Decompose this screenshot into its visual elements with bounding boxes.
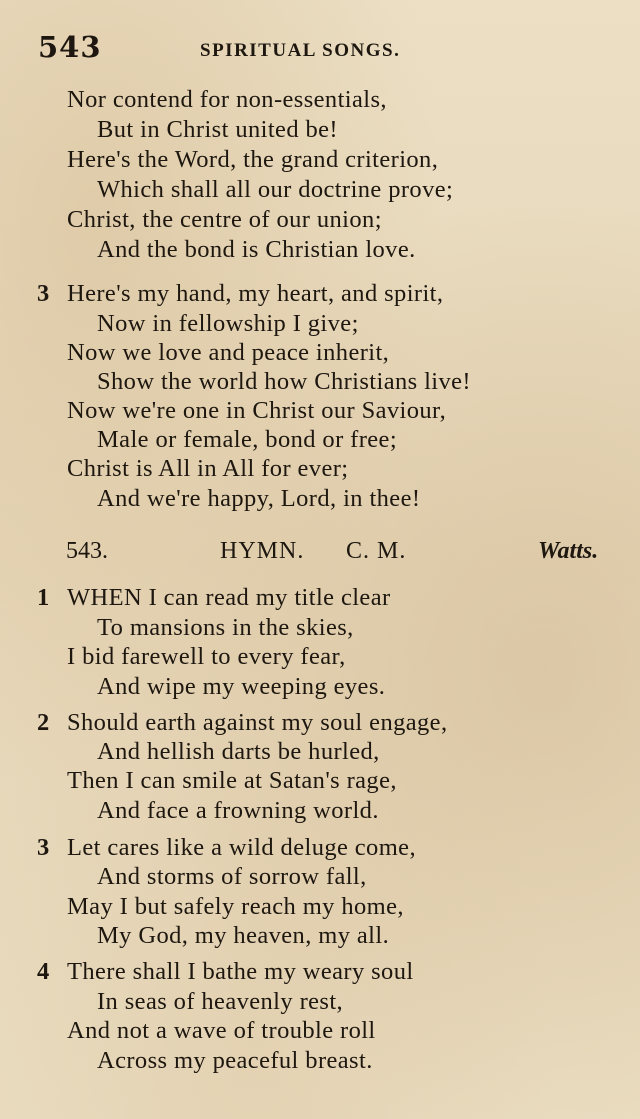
verse-line: But in Christ united be!	[97, 116, 338, 143]
verse-line: Now we love and peace inherit,	[67, 339, 390, 366]
verse-line: I bid farewell to every fear,	[67, 643, 346, 670]
hymn-number: 543.	[66, 538, 108, 564]
verse-line: Which shall all our doctrine prove;	[97, 176, 454, 203]
stanza-number: 2	[37, 709, 50, 736]
stanza-number: 3	[37, 280, 50, 307]
verse-line: To mansions in the skies,	[97, 614, 354, 641]
running-head: SPIRITUAL SONGS.	[200, 40, 401, 61]
verse-line: Let cares like a wild deluge come,	[67, 834, 416, 861]
verse-line: And we're happy, Lord, in thee!	[97, 485, 421, 512]
verse-line: Here's my hand, my heart, and spirit,	[67, 280, 444, 307]
verse-line: In seas of heavenly rest,	[97, 988, 344, 1015]
verse-line: Nor contend for non-essentials,	[67, 86, 387, 113]
hymn-meter: C. M.	[346, 538, 407, 564]
stanza-number: 1	[37, 584, 50, 611]
hymn-heading	[0, 538, 640, 572]
hymn-title: HYMN.	[220, 538, 305, 564]
verse-line: Now in fellowship I give;	[97, 310, 359, 337]
verse-line: And the bond is Christian love.	[97, 236, 416, 263]
verse-line: Should earth against my soul engage,	[67, 709, 448, 736]
verse-line: And face a frowning world.	[97, 797, 379, 824]
verse-line: May I but safely reach my home,	[67, 893, 404, 920]
verse-line: WHEN I can read my title clear	[67, 584, 391, 611]
verse-line: Male or female, bond or free;	[97, 426, 398, 453]
page-header	[38, 30, 598, 70]
hymn-author: Watts.	[538, 538, 599, 564]
verse-line: And hellish darts be hurled,	[97, 738, 380, 765]
verse-line: Across my peaceful breast.	[97, 1047, 373, 1074]
verse-line: And wipe my weeping eyes.	[97, 673, 386, 700]
verse-line: There shall I bathe my weary soul	[67, 958, 414, 985]
page-number: 543	[38, 30, 102, 64]
stanza-number: 3	[37, 834, 50, 861]
verse-line: Here's the Word, the grand criterion,	[67, 146, 439, 173]
verse-line: Christ is All in All for ever;	[67, 455, 349, 482]
verse-line: Show the world how Christians live!	[97, 368, 471, 395]
stanza-number: 4	[37, 958, 50, 985]
verse-line: My God, my heaven, my all.	[97, 922, 390, 949]
verse-line: Then I can smile at Satan's rage,	[67, 767, 397, 794]
verse-line: And storms of sorrow fall,	[97, 863, 367, 890]
verse-line: Now we're one in Christ our Saviour,	[67, 397, 447, 424]
verse-line: And not a wave of trouble roll	[67, 1017, 376, 1044]
verse-line: Christ, the centre of our union;	[67, 206, 382, 233]
